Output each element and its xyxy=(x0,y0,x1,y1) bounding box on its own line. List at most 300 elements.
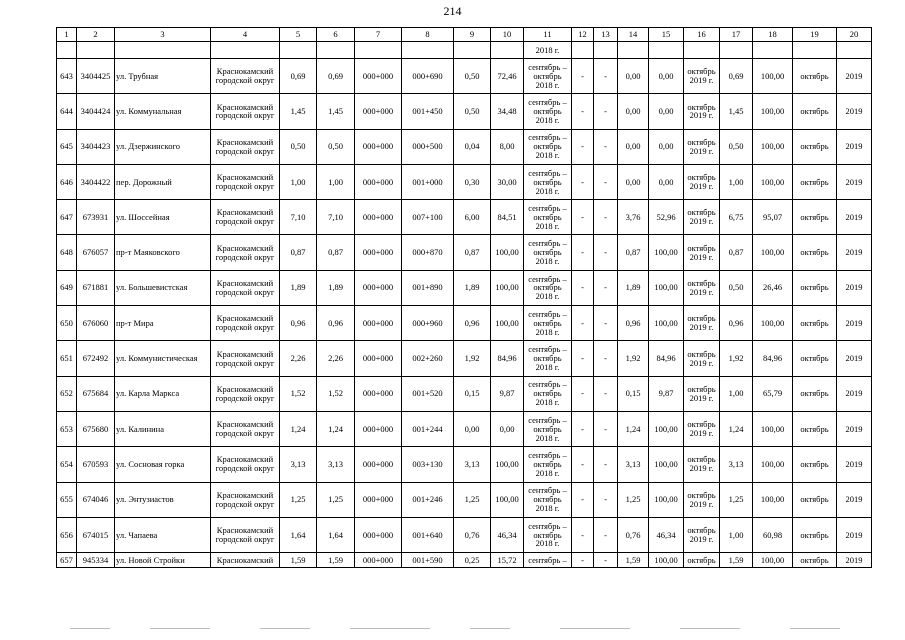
length-section: 1,24 xyxy=(317,411,355,446)
result-year: 2019 xyxy=(837,200,872,235)
planned-period: октябрь 2019 г. xyxy=(684,376,720,411)
length-section: 1,45 xyxy=(317,94,355,129)
col-13: - xyxy=(594,517,618,552)
road-id: 675684 xyxy=(77,376,115,411)
col-13: - xyxy=(594,270,618,305)
road-name: ул. Калинина xyxy=(115,411,211,446)
length-total: 7,10 xyxy=(280,200,317,235)
result-year: 2019 xyxy=(837,235,872,270)
planned-percent: 52,96 xyxy=(649,200,684,235)
result-percent: 100,00 xyxy=(753,129,793,164)
row-number: 653 xyxy=(57,411,77,446)
planned-period: октябрь 2019 г. xyxy=(684,482,720,517)
road-name: ул. Коммунистическая xyxy=(115,341,211,376)
col-13: - xyxy=(594,553,618,568)
road-name: ул. Карла Маркса xyxy=(115,376,211,411)
header-cell: 14 xyxy=(618,28,649,42)
km-start: 000+000 xyxy=(355,164,402,199)
col-12: - xyxy=(572,553,594,568)
length-total: 2,26 xyxy=(280,341,317,376)
col-13: - xyxy=(594,129,618,164)
length-total: 0,96 xyxy=(280,306,317,341)
header-cell: 5 xyxy=(280,28,317,42)
header-cell: 3 xyxy=(115,28,211,42)
length-total: 0,87 xyxy=(280,235,317,270)
repaired-percent: 84,96 xyxy=(491,341,524,376)
inspection-period: сентябрь – октябрь 2018 г. xyxy=(524,59,572,94)
header-cell: 10 xyxy=(491,28,524,42)
km-end: 002+260 xyxy=(402,341,454,376)
planned-percent: 0,00 xyxy=(649,129,684,164)
repaired-percent: 100,00 xyxy=(491,447,524,482)
repaired-length: 1,92 xyxy=(454,341,491,376)
planned-period: октябрь xyxy=(684,553,720,568)
planned-period: октябрь 2019 г. xyxy=(684,59,720,94)
road-name: ул. Большевистская xyxy=(115,270,211,305)
result-length: 1,92 xyxy=(720,341,753,376)
planned-length: 0,96 xyxy=(618,306,649,341)
length-section: 7,10 xyxy=(317,200,355,235)
km-end: 001+246 xyxy=(402,482,454,517)
road-id: 671881 xyxy=(77,270,115,305)
col-13: - xyxy=(594,200,618,235)
road-id: 3404423 xyxy=(77,129,115,164)
result-month: октябрь xyxy=(793,200,837,235)
result-year: 2019 xyxy=(837,447,872,482)
district: Краснокамский городской округ xyxy=(211,59,280,94)
district: Краснокамский городской округ xyxy=(211,411,280,446)
road-id: 670593 xyxy=(77,447,115,482)
repaired-length: 0,87 xyxy=(454,235,491,270)
header-row xyxy=(57,28,872,42)
row-number: 648 xyxy=(57,235,77,270)
planned-percent: 0,00 xyxy=(649,164,684,199)
length-total: 1,25 xyxy=(280,482,317,517)
result-length: 1,59 xyxy=(720,553,753,568)
road-id: 672492 xyxy=(77,341,115,376)
inspection-period: сентябрь – октябрь 2018 г. xyxy=(524,129,572,164)
road-name: ул. Энтузиастов xyxy=(115,482,211,517)
table-row xyxy=(57,94,872,129)
repaired-percent: 84,51 xyxy=(491,200,524,235)
length-section: 0,50 xyxy=(317,129,355,164)
km-end: 001+000 xyxy=(402,164,454,199)
result-length: 0,96 xyxy=(720,306,753,341)
planned-period: октябрь 2019 г. xyxy=(684,129,720,164)
road-id: 676057 xyxy=(77,235,115,270)
district: Краснокамский городской округ xyxy=(211,129,280,164)
repaired-percent: 9,87 xyxy=(491,376,524,411)
row-number: 645 xyxy=(57,129,77,164)
road-name: пер. Дорожный xyxy=(115,164,211,199)
table-row xyxy=(57,482,872,517)
col-12: - xyxy=(572,447,594,482)
col-13: - xyxy=(594,376,618,411)
km-start: 000+000 xyxy=(355,59,402,94)
planned-length: 1,24 xyxy=(618,411,649,446)
result-year: 2019 xyxy=(837,553,872,568)
table-row xyxy=(57,553,872,568)
col-12: - xyxy=(572,94,594,129)
inspection-period: сентябрь – октябрь 2018 г. xyxy=(524,306,572,341)
road-id: 676060 xyxy=(77,306,115,341)
col-13: - xyxy=(594,447,618,482)
bottom-scan-lines xyxy=(0,628,905,629)
km-end: 000+870 xyxy=(402,235,454,270)
road-name: ул. Новой Стройки xyxy=(115,553,211,568)
col-13: - xyxy=(594,235,618,270)
planned-percent: 100,00 xyxy=(649,306,684,341)
planned-percent: 0,00 xyxy=(649,59,684,94)
length-section: 0,69 xyxy=(317,59,355,94)
table-row xyxy=(57,200,872,235)
length-section: 1,59 xyxy=(317,553,355,568)
result-month: октябрь xyxy=(793,59,837,94)
km-end: 003+130 xyxy=(402,447,454,482)
header-cell: 16 xyxy=(684,28,720,42)
district: Краснокамский городской округ xyxy=(211,235,280,270)
repaired-percent: 34,48 xyxy=(491,94,524,129)
header-cell: 7 xyxy=(355,28,402,42)
planned-percent: 0,00 xyxy=(649,94,684,129)
header-cell: 20 xyxy=(837,28,872,42)
repaired-length: 0,25 xyxy=(454,553,491,568)
inspection-period: сентябрь – октябрь 2018 г. xyxy=(524,411,572,446)
col-12: - xyxy=(572,482,594,517)
result-year: 2019 xyxy=(837,94,872,129)
district: Краснокамский городской округ xyxy=(211,306,280,341)
result-month: октябрь xyxy=(793,235,837,270)
row-number: 656 xyxy=(57,517,77,552)
district: Краснокамский городской округ xyxy=(211,94,280,129)
table-row xyxy=(57,376,872,411)
header-cell: 18 xyxy=(753,28,793,42)
km-start: 000+000 xyxy=(355,553,402,568)
repaired-percent: 15,72 xyxy=(491,553,524,568)
col-12: - xyxy=(572,411,594,446)
repaired-length: 0,04 xyxy=(454,129,491,164)
inspection-period: сентябрь – октябрь 2018 г. xyxy=(524,94,572,129)
result-year: 2019 xyxy=(837,129,872,164)
result-month: октябрь xyxy=(793,411,837,446)
road-id: 945334 xyxy=(77,553,115,568)
col-13: - xyxy=(594,59,618,94)
road-id: 3404422 xyxy=(77,164,115,199)
row-number: 657 xyxy=(57,553,77,568)
col-13: - xyxy=(594,411,618,446)
row-number: 650 xyxy=(57,306,77,341)
table-row xyxy=(57,517,872,552)
row-number: 655 xyxy=(57,482,77,517)
length-total: 1,59 xyxy=(280,553,317,568)
km-start: 000+000 xyxy=(355,129,402,164)
row-number: 649 xyxy=(57,270,77,305)
repaired-percent: 46,34 xyxy=(491,517,524,552)
continuation-row xyxy=(57,42,872,59)
km-start: 000+000 xyxy=(355,270,402,305)
table-row xyxy=(57,129,872,164)
length-total: 1,24 xyxy=(280,411,317,446)
repaired-percent: 30,00 xyxy=(491,164,524,199)
planned-percent: 100,00 xyxy=(649,553,684,568)
result-length: 0,87 xyxy=(720,235,753,270)
length-section: 3,13 xyxy=(317,447,355,482)
district: Краснокамский городской округ xyxy=(211,270,280,305)
table-row xyxy=(57,270,872,305)
row-number: 644 xyxy=(57,94,77,129)
road-name: ул. Дзержинского xyxy=(115,129,211,164)
header-cell: 12 xyxy=(572,28,594,42)
length-section: 1,25 xyxy=(317,482,355,517)
col-12: - xyxy=(572,376,594,411)
repaired-percent: 0,00 xyxy=(491,411,524,446)
result-month: октябрь xyxy=(793,164,837,199)
result-month: октябрь xyxy=(793,482,837,517)
col-12: - xyxy=(572,59,594,94)
repaired-length: 0,15 xyxy=(454,376,491,411)
inspection-period: сентябрь – октябрь 2018 г. xyxy=(524,270,572,305)
result-length: 1,24 xyxy=(720,411,753,446)
road-name: ул. Шоссейная xyxy=(115,200,211,235)
result-year: 2019 xyxy=(837,341,872,376)
km-end: 001+450 xyxy=(402,94,454,129)
result-year: 2019 xyxy=(837,270,872,305)
repaired-length: 1,89 xyxy=(454,270,491,305)
road-id: 674046 xyxy=(77,482,115,517)
district: Краснокамский городской округ xyxy=(211,482,280,517)
col-13: - xyxy=(594,164,618,199)
row-number: 651 xyxy=(57,341,77,376)
planned-length: 3,13 xyxy=(618,447,649,482)
planned-period: октябрь 2019 г. xyxy=(684,200,720,235)
result-year: 2019 xyxy=(837,411,872,446)
header-cell: 13 xyxy=(594,28,618,42)
length-total: 1,00 xyxy=(280,164,317,199)
planned-length: 0,00 xyxy=(618,94,649,129)
result-month: октябрь xyxy=(793,270,837,305)
length-total: 0,69 xyxy=(280,59,317,94)
result-year: 2019 xyxy=(837,517,872,552)
result-percent: 100,00 xyxy=(753,411,793,446)
col-12: - xyxy=(572,129,594,164)
repaired-percent: 100,00 xyxy=(491,270,524,305)
road-name: ул. Чапаева xyxy=(115,517,211,552)
planned-percent: 100,00 xyxy=(649,235,684,270)
planned-percent: 46,34 xyxy=(649,517,684,552)
km-start: 000+000 xyxy=(355,447,402,482)
header-cell: 9 xyxy=(454,28,491,42)
planned-period: октябрь 2019 г. xyxy=(684,411,720,446)
length-section: 0,96 xyxy=(317,306,355,341)
page-number: 214 xyxy=(443,4,462,18)
result-month: октябрь xyxy=(793,341,837,376)
km-end: 000+500 xyxy=(402,129,454,164)
district: Краснокамский городской округ xyxy=(211,376,280,411)
repaired-length: 0,00 xyxy=(454,411,491,446)
length-total: 1,45 xyxy=(280,94,317,129)
repaired-percent: 100,00 xyxy=(491,306,524,341)
planned-length: 1,89 xyxy=(618,270,649,305)
table-row xyxy=(57,411,872,446)
result-length: 0,50 xyxy=(720,270,753,305)
result-length: 1,00 xyxy=(720,164,753,199)
col-13: - xyxy=(594,94,618,129)
result-percent: 65,79 xyxy=(753,376,793,411)
result-percent: 84,96 xyxy=(753,341,793,376)
col-12: - xyxy=(572,341,594,376)
inspection-period: сентябрь – октябрь 2018 г. xyxy=(524,235,572,270)
result-percent: 100,00 xyxy=(753,553,793,568)
repaired-percent: 8,00 xyxy=(491,129,524,164)
km-end: 001+890 xyxy=(402,270,454,305)
result-month: октябрь xyxy=(793,447,837,482)
inspection-period: сентябрь – октябрь 2018 г. xyxy=(524,376,572,411)
district: Краснокамский городской округ xyxy=(211,200,280,235)
col-12: - xyxy=(572,200,594,235)
repaired-length: 0,76 xyxy=(454,517,491,552)
roads-table xyxy=(56,27,872,568)
planned-percent: 100,00 xyxy=(649,411,684,446)
repaired-percent: 72,46 xyxy=(491,59,524,94)
repaired-length: 6,00 xyxy=(454,200,491,235)
road-name: ул. Сосновая горка xyxy=(115,447,211,482)
row-number: 652 xyxy=(57,376,77,411)
planned-period: октябрь 2019 г. xyxy=(684,164,720,199)
length-section: 1,89 xyxy=(317,270,355,305)
header-cell: 1 xyxy=(57,28,77,42)
inspection-period: сентябрь – октябрь 2018 г. xyxy=(524,517,572,552)
result-percent: 95,07 xyxy=(753,200,793,235)
result-month: октябрь xyxy=(793,306,837,341)
result-year: 2019 xyxy=(837,164,872,199)
result-percent: 26,46 xyxy=(753,270,793,305)
result-length: 1,45 xyxy=(720,94,753,129)
col-12: - xyxy=(572,164,594,199)
table-row xyxy=(57,59,872,94)
result-length: 3,13 xyxy=(720,447,753,482)
result-length: 1,00 xyxy=(720,376,753,411)
planned-percent: 100,00 xyxy=(649,447,684,482)
header-cell: 19 xyxy=(793,28,837,42)
planned-period: октябрь 2019 г. xyxy=(684,235,720,270)
col-12: - xyxy=(572,270,594,305)
planned-percent: 100,00 xyxy=(649,270,684,305)
inspection-period: сентябрь – октябрь 2018 г. xyxy=(524,482,572,517)
district: Краснокамский xyxy=(211,553,280,568)
planned-period: октябрь 2019 г. xyxy=(684,306,720,341)
planned-length: 1,59 xyxy=(618,553,649,568)
km-start: 000+000 xyxy=(355,411,402,446)
table-row xyxy=(57,341,872,376)
result-percent: 100,00 xyxy=(753,164,793,199)
result-percent: 100,00 xyxy=(753,306,793,341)
road-name: ул. Трубная xyxy=(115,59,211,94)
km-end: 001+244 xyxy=(402,411,454,446)
km-end: 001+640 xyxy=(402,517,454,552)
result-length: 6,75 xyxy=(720,200,753,235)
planned-percent: 84,96 xyxy=(649,341,684,376)
repaired-percent: 100,00 xyxy=(491,482,524,517)
road-id: 3404425 xyxy=(77,59,115,94)
planned-length: 0,15 xyxy=(618,376,649,411)
result-month: октябрь xyxy=(793,376,837,411)
result-length: 0,69 xyxy=(720,59,753,94)
result-month: октябрь xyxy=(793,129,837,164)
result-length: 0,50 xyxy=(720,129,753,164)
km-start: 000+000 xyxy=(355,94,402,129)
result-percent: 100,00 xyxy=(753,59,793,94)
planned-period: октябрь 2019 г. xyxy=(684,94,720,129)
km-start: 000+000 xyxy=(355,482,402,517)
length-section: 1,64 xyxy=(317,517,355,552)
km-start: 000+000 xyxy=(355,517,402,552)
planned-period: октябрь 2019 г. xyxy=(684,517,720,552)
result-year: 2019 xyxy=(837,59,872,94)
inspection-period: сентябрь – октябрь 2018 г. xyxy=(524,200,572,235)
repaired-length: 3,13 xyxy=(454,447,491,482)
repaired-length: 1,25 xyxy=(454,482,491,517)
result-percent: 100,00 xyxy=(753,94,793,129)
planned-length: 3,76 xyxy=(618,200,649,235)
header-cell: 17 xyxy=(720,28,753,42)
header-cell: 8 xyxy=(402,28,454,42)
planned-percent: 100,00 xyxy=(649,482,684,517)
repaired-length: 0,50 xyxy=(454,59,491,94)
district: Краснокамский городской округ xyxy=(211,164,280,199)
inspection-period: сентябрь – октябрь 2018 г. xyxy=(524,447,572,482)
road-id: 673931 xyxy=(77,200,115,235)
col-12: - xyxy=(572,306,594,341)
length-section: 1,00 xyxy=(317,164,355,199)
length-section: 0,87 xyxy=(317,235,355,270)
road-id: 675680 xyxy=(77,411,115,446)
km-end: 000+690 xyxy=(402,59,454,94)
length-section: 2,26 xyxy=(317,341,355,376)
col-12: - xyxy=(572,517,594,552)
planned-length: 1,25 xyxy=(618,482,649,517)
result-month: октябрь xyxy=(793,517,837,552)
result-year: 2019 xyxy=(837,306,872,341)
district: Краснокамский городской округ xyxy=(211,517,280,552)
result-percent: 100,00 xyxy=(753,447,793,482)
result-month: октябрь xyxy=(793,94,837,129)
header-cell: 6 xyxy=(317,28,355,42)
district: Краснокамский городской округ xyxy=(211,447,280,482)
result-length: 1,25 xyxy=(720,482,753,517)
row-number: 646 xyxy=(57,164,77,199)
result-year: 2019 xyxy=(837,482,872,517)
length-total: 1,52 xyxy=(280,376,317,411)
road-id: 674015 xyxy=(77,517,115,552)
row-number: 654 xyxy=(57,447,77,482)
result-percent: 100,00 xyxy=(753,235,793,270)
planned-length: 1,92 xyxy=(618,341,649,376)
length-total: 0,50 xyxy=(280,129,317,164)
table-row xyxy=(57,235,872,270)
planned-length: 0,00 xyxy=(618,59,649,94)
inspection-period: сентябрь – октябрь 2018 г. xyxy=(524,341,572,376)
repaired-length: 0,50 xyxy=(454,94,491,129)
planned-period: октябрь 2019 г. xyxy=(684,447,720,482)
road-id: 3404424 xyxy=(77,94,115,129)
planned-length: 0,00 xyxy=(618,129,649,164)
header-cell: 15 xyxy=(649,28,684,42)
km-start: 000+000 xyxy=(355,235,402,270)
col-13: - xyxy=(594,341,618,376)
col-13: - xyxy=(594,306,618,341)
planned-percent: 9,87 xyxy=(649,376,684,411)
header-cell: 4 xyxy=(211,28,280,42)
